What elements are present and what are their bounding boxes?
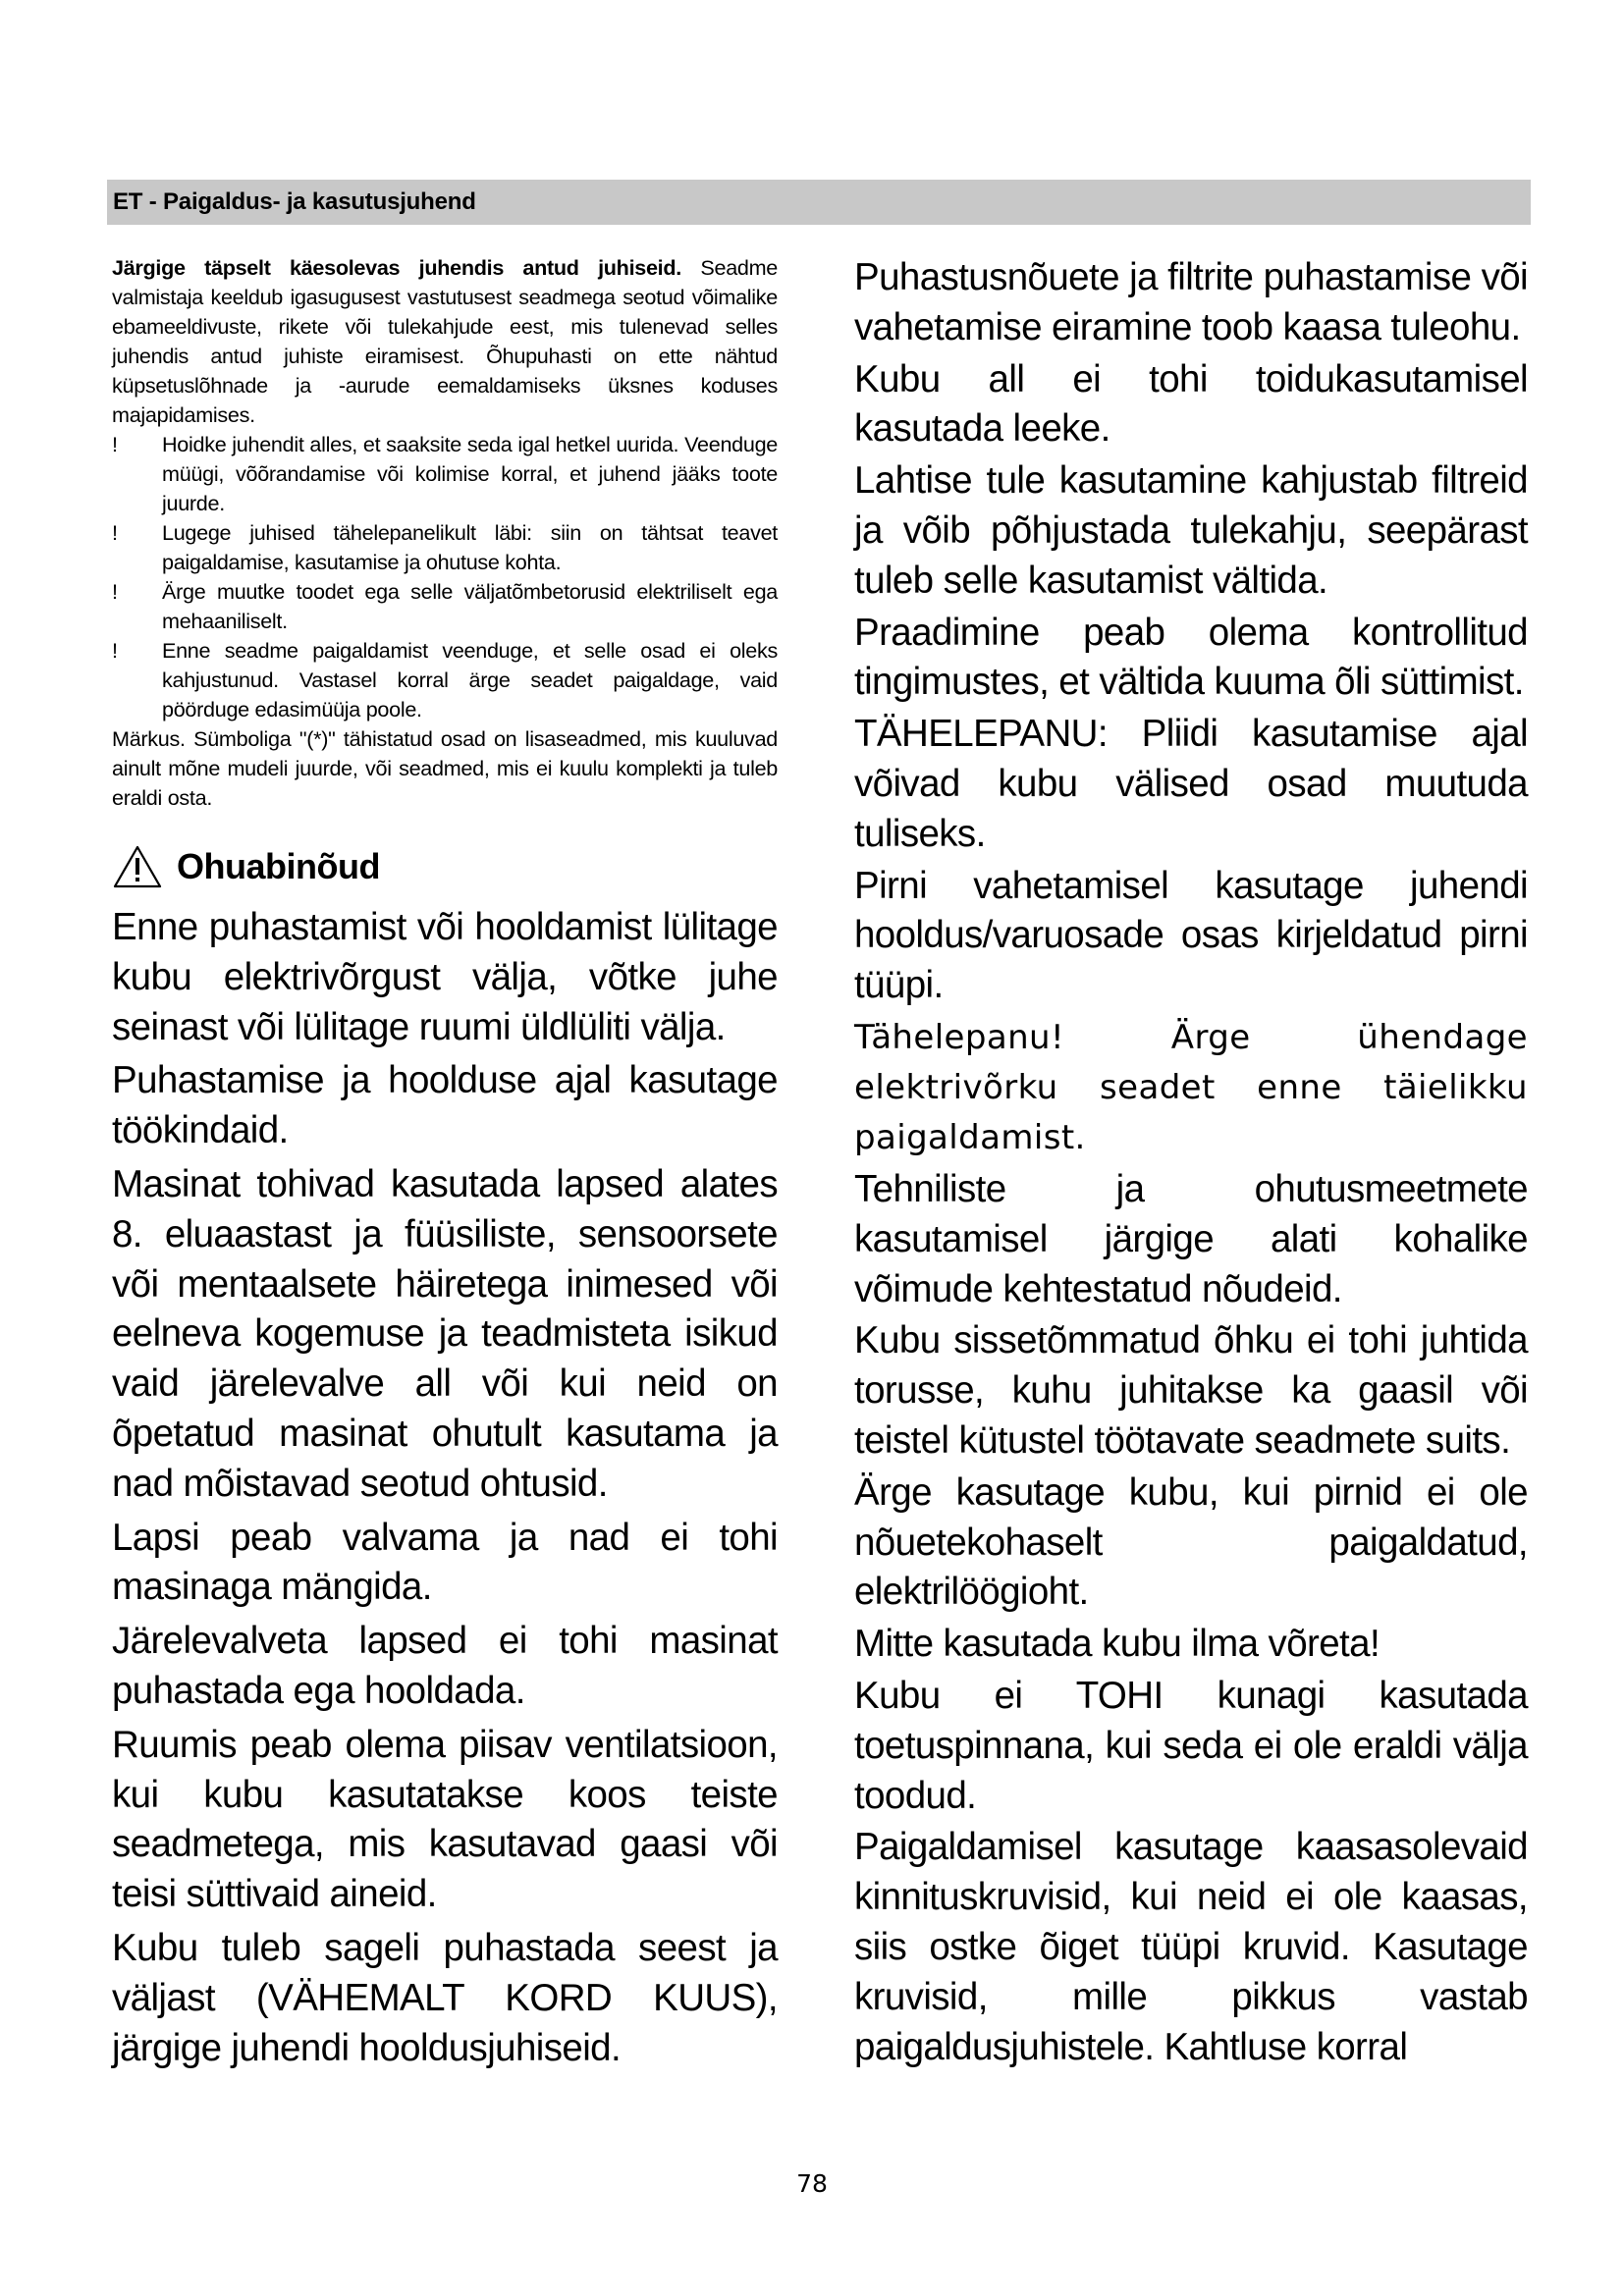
safety-paragraph: Mitte kasutada kubu ilma võreta! [854,1623,1380,1666]
safety-paragraph: Ruumis peab olema piisav ventilatsioon, kui kubu kasutatakse koos teiste seadmetega, mis kasutavad gaasi või teisi süttivaid aineid. [112,1723,778,1916]
bullet-item [112,577,778,636]
warning-triangle-icon [112,844,163,889]
exclamation-icon: ! [112,638,118,663]
safety-paragraph: Tehniliste ja ohutusmeetmete kasutamisel järgige alati kohalike võimude kehtestatud nõudeid. [854,1167,1528,1310]
bullet-text: Enne seadme paigaldamist veenduge, et selle osad ei oleks kahjustunud. Vastasel korral ärge seadet paigaldage, vaid pöörduge edasimüüja poole. [162,638,778,721]
bullet-text: Lugege juhised tähelepanelikult läbi: siin on tähtsat teavet paigaldamise, kasutamise ja ohutuse kohta. [162,520,778,574]
bullet-text: Hoidke juhendit alles, et saaksite seda igal hetkel uurida. Veenduge müügi, võõrandamise või kolimise korral, et juhend jääks toote juurde. [162,432,778,515]
page-number: 78 [796,2169,828,2198]
safety-paragraph: Puhastamise ja hoolduse ajal kasutage töökindaid. [112,1059,778,1152]
safety-paragraph: Ärge kasutage kubu, kui pirnid ei ole nõuetekohaselt paigaldatud, elektrilöögioht. [854,1470,1528,1614]
bullet-item [112,518,778,577]
exclamation-icon: ! [112,579,118,604]
attention-notice: Tähelepanu! Ärge ühendage elektrivõrku seadet enne täielikku paigaldamist. [854,1017,1528,1157]
safety-paragraph: Kubu ei TOHI kunagi kasutada toetuspinnana, kui seda ei ole eraldi välja toodud. [854,1674,1528,1817]
safety-paragraph: Puhastusnõuete ja filtrite puhastamise või vahetamise eiramine toob kaasa tuleohu. [854,256,1528,348]
bullet-text: Ärge muutke toodet ega selle väljatõmbetorusid elektriliselt ega mehaaniliselt. [162,579,778,633]
warning-title: Ohuabinõud [177,846,380,886]
safety-paragraph: Pirni vahetamisel kasutage juhendi hooldus/varuosade osas kirjeldatud pirni tüüpi. [854,864,1528,1007]
safety-paragraph: Lahtise tule kasutamine kahjustab filtreid ja võib põhjustada tulekahju, seepärast tuleb selle kasutamist vältida. [854,459,1528,602]
safety-paragraph: Lapsi peab valvama ja nad ei tohi masinaga mängida. [112,1516,778,1609]
safety-paragraph: Kubu all ei tohi toidukasutamisel kasutada leeke. [854,357,1528,451]
exclamation-icon: ! [112,520,118,545]
intro-rest: Seadme valmistaja keeldub igasugusest vastutusest seadmega seotud võimalike ebameeldivuste, rikete või tulekahjude eest, mis tulenevad selles juhendis antud juhiste eiramisest. Õhupuhasti on ette nähtud küpsetuslõhnade ja -aurude eemaldamiseks üksnes koduses majapidamises. [112,255,779,427]
remark-note: Märkus. Sümboliga "(*)" tähistatud osad on lisaseadmed, mis kuuluvad ainult mõne mudeli juurde, või seadmed, mis ei kuulu komplekti ja tuleb eraldi osta. [112,726,778,810]
exclamation-icon: ! [112,432,118,456]
safety-paragraphs [112,903,778,2073]
safety-paragraph: Masinat tohivad kasutada lapsed alates 8. eluaastast ja füüsiliste, sensoorsete või mentaalsete häiretega inimesed või eelneva kogemuse ja teadmisteta isikud vaid järelevalve all või kui neid on õpetatud masinat ohutult kasutama ja nad mõistavad seotud ohtusid. [112,1162,778,1505]
safety-paragraph: Kubu tuleb sageli puhastada seest ja väljast (VÄHEMALT KORD KUUS), järgige juhendi hooldusjuhiseid. [112,1926,778,2069]
warning-heading [112,838,778,895]
left-column [112,253,778,2077]
safety-paragraph: Paigaldamisel kasutage kaasasolevaid kinnituskruvisid, kui neid ei ole kaasas, siis ostke õiget tüüpi kruvid. Kasutage kruvisid, mille pikkus vastab paigaldusjuhistele. Kahtluse korral [854,1826,1528,2068]
bullet-item [112,430,778,518]
page-header [107,180,1531,225]
header-title: ET - Paigaldus- ja kasutusjuhend [113,188,476,215]
intro-lead: Järgige täpselt käesolevas juhendis antud juhiseid. [112,255,681,280]
safety-paragraph: Enne puhastamist või hooldamist lülitage kubu elektrivõrgust välja, võtke juhe seinast või lülitage ruumi üldlüliti välja. [112,906,778,1048]
safety-paragraph: Järelevalveta lapsed ei tohi masinat puhastada ega hooldada. [112,1620,778,1712]
attention-paragraph: TÄHELEPANU: Pliidi kasutamise ajal võivad kubu välised osad muutuda tuliseks. [854,713,1528,855]
safety-paragraph: Praadimine peab olema kontrollitud tingimustes, et vältida kuuma õli süttimist. [854,611,1528,704]
intro-paragraph [112,253,778,430]
safety-paragraph: Kubu sissetõmmatud õhku ei tohi juhtida torusse, kuhu juhitakse ka gaasil või teistel kütustel töötavate seadmete suits. [854,1319,1528,1462]
intro-section [112,253,778,813]
right-paragraphs [854,253,1528,2072]
right-column [854,253,1528,2074]
bullet-item [112,636,778,724]
